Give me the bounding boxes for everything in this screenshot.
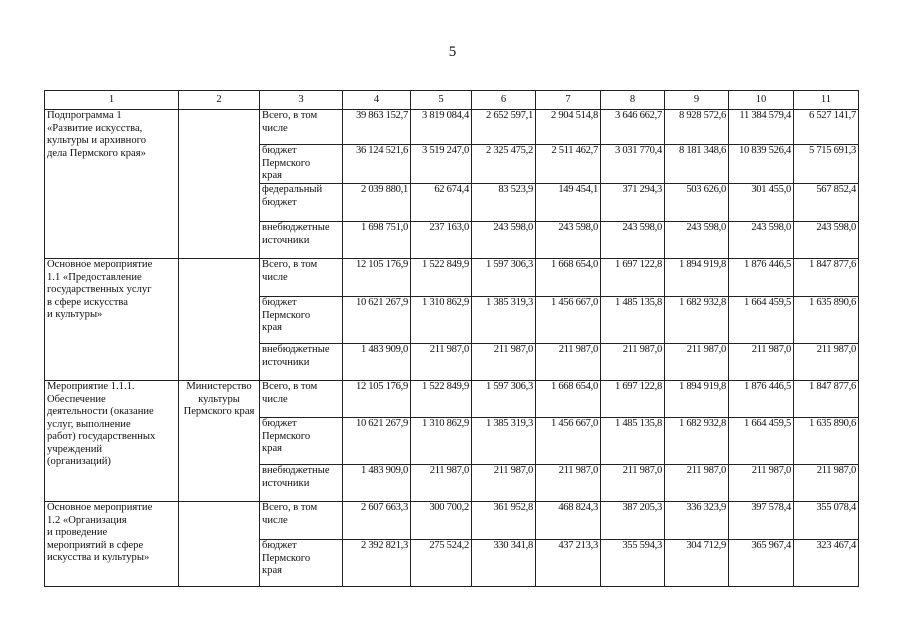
amount-cell: 1 522 849,9 bbox=[411, 259, 472, 297]
amount-cell: 11 384 579,4 bbox=[729, 110, 794, 145]
amount-cell: 1 698 751,0 bbox=[343, 222, 411, 259]
col-header: 6 bbox=[472, 91, 536, 110]
col-header: 3 bbox=[260, 91, 343, 110]
amount-cell: 301 455,0 bbox=[729, 184, 794, 222]
funding-source: Всего, в том числе bbox=[260, 381, 343, 418]
amount-cell: 3 519 247,0 bbox=[411, 145, 472, 184]
funding-source: бюджет Пермского края bbox=[260, 297, 343, 344]
funding-source: бюджет Пермского края bbox=[260, 145, 343, 184]
amount-cell: 2 607 663,3 bbox=[343, 502, 411, 540]
col-header: 9 bbox=[665, 91, 729, 110]
amount-cell: 275 524,2 bbox=[411, 540, 472, 587]
amount-cell: 1 682 932,8 bbox=[665, 297, 729, 344]
amount-cell: 1 483 909,0 bbox=[343, 344, 411, 381]
amount-cell: 3 031 770,4 bbox=[601, 145, 665, 184]
amount-cell: 304 712,9 bbox=[665, 540, 729, 587]
amount-cell: 243 598,0 bbox=[472, 222, 536, 259]
table-row bbox=[45, 381, 859, 418]
amount-cell: 211 987,0 bbox=[411, 344, 472, 381]
amount-cell: 336 323,9 bbox=[665, 502, 729, 540]
amount-cell: 211 987,0 bbox=[411, 465, 472, 502]
amount-cell: 243 598,0 bbox=[665, 222, 729, 259]
funding-source: внебюджетные источники bbox=[260, 465, 343, 502]
amount-cell: 211 987,0 bbox=[536, 465, 601, 502]
col-header: 4 bbox=[343, 91, 411, 110]
amount-cell: 437 213,3 bbox=[536, 540, 601, 587]
amount-cell: 1 668 654,0 bbox=[536, 259, 601, 297]
amount-cell: 211 987,0 bbox=[665, 344, 729, 381]
amount-cell: 10 621 267,9 bbox=[343, 418, 411, 465]
amount-cell: 211 987,0 bbox=[729, 465, 794, 502]
amount-cell: 1 697 122,8 bbox=[601, 381, 665, 418]
amount-cell: 1 485 135,8 bbox=[601, 418, 665, 465]
amount-cell: 1 876 446,5 bbox=[729, 259, 794, 297]
amount-cell: 237 163,0 bbox=[411, 222, 472, 259]
amount-cell: 2 325 475,2 bbox=[472, 145, 536, 184]
col-header: 1 bbox=[45, 91, 179, 110]
amount-cell: 211 987,0 bbox=[536, 344, 601, 381]
amount-cell: 1 668 654,0 bbox=[536, 381, 601, 418]
amount-cell: 2 039 880,1 bbox=[343, 184, 411, 222]
budget-table bbox=[44, 90, 859, 587]
funding-source: внебюджетные источники bbox=[260, 222, 343, 259]
amount-cell: 211 987,0 bbox=[665, 465, 729, 502]
amount-cell: 211 987,0 bbox=[601, 465, 665, 502]
amount-cell: 211 987,0 bbox=[601, 344, 665, 381]
amount-cell: 468 824,3 bbox=[536, 502, 601, 540]
amount-cell: 1 310 862,9 bbox=[411, 297, 472, 344]
amount-cell: 1 597 306,3 bbox=[472, 259, 536, 297]
amount-cell: 1 664 459,5 bbox=[729, 297, 794, 344]
executor: Министерство культуры Пермского края bbox=[179, 381, 260, 502]
funding-source: внебюджетные источники bbox=[260, 344, 343, 381]
amount-cell: 211 987,0 bbox=[794, 465, 859, 502]
amount-cell: 62 674,4 bbox=[411, 184, 472, 222]
amount-cell: 1 385 319,3 bbox=[472, 418, 536, 465]
amount-cell: 12 105 176,9 bbox=[343, 259, 411, 297]
amount-cell: 10 839 526,4 bbox=[729, 145, 794, 184]
amount-cell: 1 597 306,3 bbox=[472, 381, 536, 418]
amount-cell: 1 682 932,8 bbox=[665, 418, 729, 465]
amount-cell: 1 876 446,5 bbox=[729, 381, 794, 418]
amount-cell: 2 652 597,1 bbox=[472, 110, 536, 145]
amount-cell: 39 863 152,7 bbox=[343, 110, 411, 145]
col-header: 8 bbox=[601, 91, 665, 110]
amount-cell: 567 852,4 bbox=[794, 184, 859, 222]
amount-cell: 12 105 176,9 bbox=[343, 381, 411, 418]
amount-cell: 1 522 849,9 bbox=[411, 381, 472, 418]
funding-source: федеральный бюджет bbox=[260, 184, 343, 222]
executor bbox=[179, 502, 260, 587]
amount-cell: 387 205,3 bbox=[601, 502, 665, 540]
amount-cell: 1 310 862,9 bbox=[411, 418, 472, 465]
amount-cell: 10 621 267,9 bbox=[343, 297, 411, 344]
col-header: 7 bbox=[536, 91, 601, 110]
amount-cell: 8 928 572,6 bbox=[665, 110, 729, 145]
amount-cell: 3 819 084,4 bbox=[411, 110, 472, 145]
amount-cell: 1 483 909,0 bbox=[343, 465, 411, 502]
amount-cell: 149 454,1 bbox=[536, 184, 601, 222]
amount-cell: 371 294,3 bbox=[601, 184, 665, 222]
amount-cell: 83 523,9 bbox=[472, 184, 536, 222]
table-row bbox=[45, 502, 859, 540]
amount-cell: 355 078,4 bbox=[794, 502, 859, 540]
amount-cell: 1 456 667,0 bbox=[536, 418, 601, 465]
amount-cell: 300 700,2 bbox=[411, 502, 472, 540]
amount-cell: 1 847 877,6 bbox=[794, 381, 859, 418]
amount-cell: 1 635 890,6 bbox=[794, 418, 859, 465]
amount-cell: 5 715 691,3 bbox=[794, 145, 859, 184]
amount-cell: 1 894 919,8 bbox=[665, 259, 729, 297]
amount-cell: 2 511 462,7 bbox=[536, 145, 601, 184]
amount-cell: 243 598,0 bbox=[536, 222, 601, 259]
executor bbox=[179, 259, 260, 381]
amount-cell: 243 598,0 bbox=[794, 222, 859, 259]
amount-cell: 503 626,0 bbox=[665, 184, 729, 222]
col-header: 2 bbox=[179, 91, 260, 110]
amount-cell: 1 485 135,8 bbox=[601, 297, 665, 344]
page-number: 5 bbox=[448, 44, 457, 60]
col-header: 10 bbox=[729, 91, 794, 110]
amount-cell: 211 987,0 bbox=[472, 465, 536, 502]
col-header: 5 bbox=[411, 91, 472, 110]
amount-cell: 1 664 459,5 bbox=[729, 418, 794, 465]
funding-source: Всего, в том числе bbox=[260, 259, 343, 297]
funding-source: бюджет Пермского края bbox=[260, 540, 343, 587]
table-row bbox=[45, 259, 859, 297]
amount-cell: 1 697 122,8 bbox=[601, 259, 665, 297]
amount-cell: 330 341,8 bbox=[472, 540, 536, 587]
funding-source: бюджет Пермского края bbox=[260, 418, 343, 465]
amount-cell: 211 987,0 bbox=[729, 344, 794, 381]
amount-cell: 3 646 662,7 bbox=[601, 110, 665, 145]
executor bbox=[179, 110, 260, 259]
funding-source: Всего, в том числе bbox=[260, 502, 343, 540]
activity-name: Мероприятие 1.1.1. Обеспечение деятельности (оказание услуг, выполнение работ) государственных учреждений (организаций) bbox=[45, 381, 179, 502]
table-row bbox=[45, 110, 859, 145]
amount-cell: 323 467,4 bbox=[794, 540, 859, 587]
amount-cell: 211 987,0 bbox=[472, 344, 536, 381]
amount-cell: 2 904 514,8 bbox=[536, 110, 601, 145]
amount-cell: 36 124 521,6 bbox=[343, 145, 411, 184]
amount-cell: 361 952,8 bbox=[472, 502, 536, 540]
activity-name: Основное мероприятие 1.1 «Предоставление государственных услуг в сфере искусства и культуры» bbox=[45, 259, 179, 381]
amount-cell: 211 987,0 bbox=[794, 344, 859, 381]
activity-name: Основное мероприятие 1.2 «Организация и проведение мероприятий в сфере искусства и культуры» bbox=[45, 502, 179, 587]
amount-cell: 8 181 348,6 bbox=[665, 145, 729, 184]
amount-cell: 243 598,0 bbox=[601, 222, 665, 259]
amount-cell: 1 385 319,3 bbox=[472, 297, 536, 344]
funding-source: Всего, в том числе bbox=[260, 110, 343, 145]
header-row bbox=[45, 91, 859, 110]
amount-cell: 1 456 667,0 bbox=[536, 297, 601, 344]
amount-cell: 1 635 890,6 bbox=[794, 297, 859, 344]
activity-name: Подпрограмма 1 «Развитие искусства, культуры и архивного дела Пермского края» bbox=[45, 110, 179, 259]
amount-cell: 6 527 141,7 bbox=[794, 110, 859, 145]
amount-cell: 365 967,4 bbox=[729, 540, 794, 587]
amount-cell: 1 847 877,6 bbox=[794, 259, 859, 297]
amount-cell: 397 578,4 bbox=[729, 502, 794, 540]
amount-cell: 1 894 919,8 bbox=[665, 381, 729, 418]
col-header: 11 bbox=[794, 91, 859, 110]
amount-cell: 355 594,3 bbox=[601, 540, 665, 587]
amount-cell: 2 392 821,3 bbox=[343, 540, 411, 587]
amount-cell: 243 598,0 bbox=[729, 222, 794, 259]
